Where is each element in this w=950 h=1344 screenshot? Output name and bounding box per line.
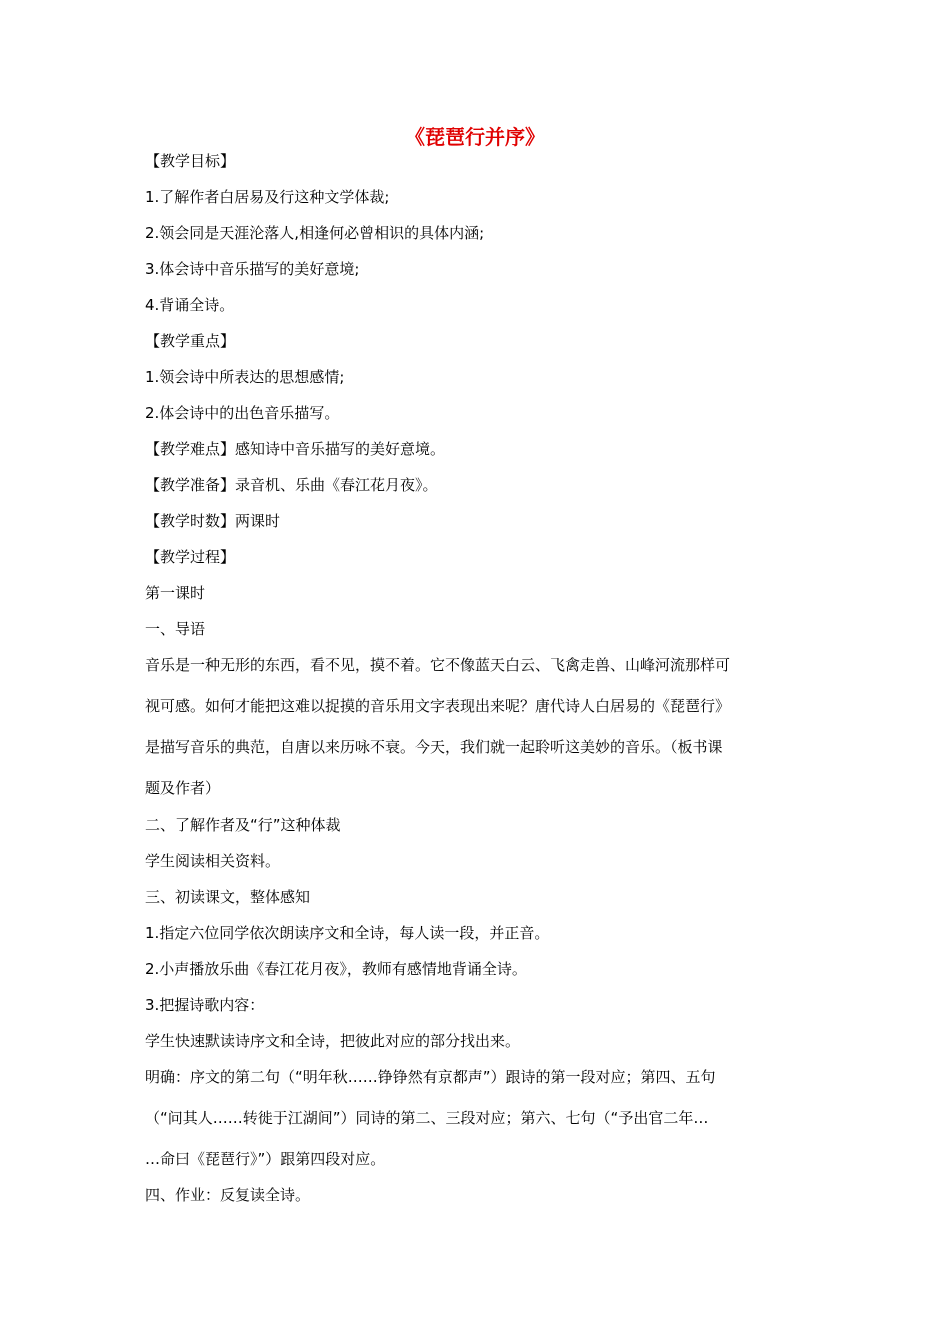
answer-paragraph [145,1066,810,1189]
paragraph-line: 音乐是一种无形的东西，看不见，摸不着。它不像蓝天白云、飞禽走兽、山峰河流那样可 [145,656,731,674]
goal-item: 1.了解作者白居易及行这种文学体裁; [145,188,390,206]
goal-item: 3.体会诗中音乐描写的美好意境; [145,260,360,278]
keypoints-heading: 【教学重点】 [145,332,236,350]
part4-line: 四、作业：反复读全诗。 [145,1186,311,1204]
goal-item: 2.领会同是天涯沦落人,相逢何必曾相识的具体内涵; [145,224,485,242]
process-heading: 【教学过程】 [145,548,236,566]
keypoint-item: 1.领会诗中所表达的思想感情; [145,368,345,386]
paragraph-line: 明确：序文的第二句（“明年秋……铮铮然有京都声”）跟诗的第一段对应；第四、五句 [145,1068,716,1086]
part3-item: 3.把握诗歌内容： [145,996,265,1014]
goals-heading: 【教学目标】 [145,152,236,170]
part3-item: 1.指定六位同学依次朗读序文和全诗，每人读一段，并正音。 [145,924,550,942]
document-title: 《琵琶行并序》 [405,125,545,149]
lesson-title: 第一课时 [145,584,206,602]
part3-heading: 三、初读课文，整体感知 [145,888,311,906]
part2-text: 学生阅读相关资料。 [145,852,281,870]
hours-line: 【教学时数】两课时 [145,512,281,530]
part3-task: 学生快速默读诗序文和全诗，把彼此对应的部分找出来。 [145,1032,521,1050]
keypoint-item: 2.体会诗中的出色音乐描写。 [145,404,340,422]
part3-item: 2.小声播放乐曲《春江花月夜》，教师有感情地背诵全诗。 [145,960,527,978]
paragraph-line: 是描写音乐的典范，自唐以来历咏不衰。今天，我们就一起聆听这美妙的音乐。（板书课 [145,738,723,756]
paragraph-line: 视可感。如何才能把这难以捉摸的音乐用文字表现出来呢？唐代诗人白居易的《琵琶行》 [145,697,731,715]
paragraph-line: （“问其人……转徙于江湖间”）同诗的第二、三段对应；第六、七句（“予出官二年… [145,1109,709,1127]
intro-paragraph [145,654,810,818]
paragraph-line: 题及作者） [145,779,221,797]
paragraph-line: …命曰《琵琶行》”）跟第四段对应。 [145,1150,386,1168]
preparation-line: 【教学准备】录音机、乐曲《春江花月夜》。 [145,476,438,494]
part2-heading: 二、了解作者及“行”这种体裁 [145,816,341,834]
goal-item: 4.背诵全诗。 [145,296,235,314]
difficulty-line: 【教学难点】感知诗中音乐描写的美好意境。 [145,440,446,458]
part1-heading: 一、导语 [145,620,206,638]
